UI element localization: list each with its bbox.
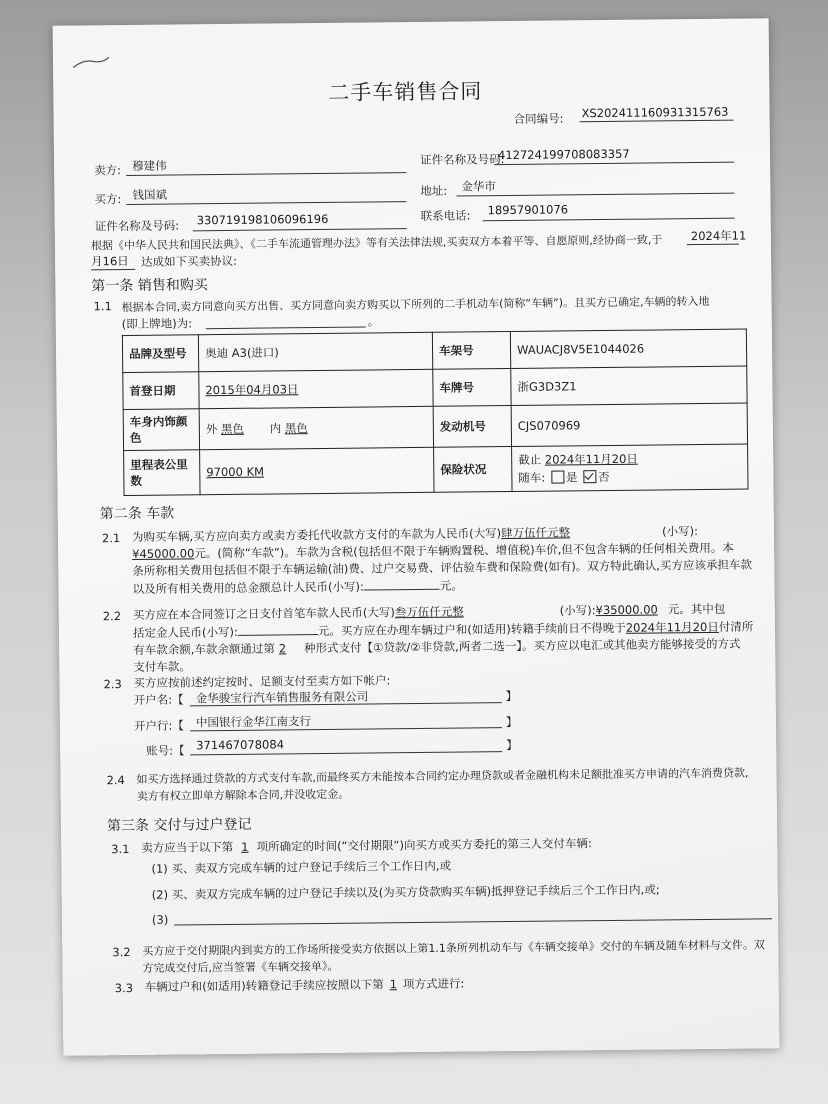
p22-text-a: 买方应在本合同签订之日支付首笔车款人民币(大写) bbox=[132, 605, 395, 622]
seller-id: 412724199708083357 bbox=[497, 146, 630, 163]
acct-no: 371467078084 bbox=[196, 737, 285, 753]
p32-text-b: 方完成交付后,应当签署《车辆交接单》。 bbox=[142, 959, 339, 975]
p21-amount: ¥45000.00 bbox=[132, 546, 195, 561]
p21-text-a: 为购买车辆,买方应向卖方或卖方委托代收款方支付的车款为人民币(大写) bbox=[131, 526, 502, 544]
brand-value: 奥迪 A3(进口) bbox=[198, 332, 432, 371]
p33-option: 1 bbox=[389, 977, 398, 992]
plate-label: 车牌号 bbox=[433, 368, 511, 406]
seller-label: 卖方: bbox=[94, 163, 122, 178]
p21-amount-cn: 肆万伍仟元整 bbox=[501, 525, 571, 541]
p22-text-i: 支付车款。 bbox=[133, 659, 191, 674]
engine-value: CJS070969 bbox=[511, 403, 747, 446]
buyer-id: 330719198106096196 bbox=[196, 211, 329, 228]
insurance-label: 保险状况 bbox=[434, 446, 512, 492]
section2-heading: 第二条 车款 bbox=[99, 505, 175, 523]
acct-name-label: 开户名:【 bbox=[133, 692, 184, 707]
p24-num: 2.4 bbox=[106, 773, 125, 788]
vehicle-table bbox=[122, 329, 749, 497]
p22-text-h: 种形式支付【①贷款/②非贷款,两者二选一】。买方应以电汇或其他卖方能够接受的方式 bbox=[304, 636, 741, 656]
p22-num: 2.2 bbox=[102, 609, 122, 624]
buyer-id-line bbox=[193, 228, 407, 231]
phone: 18957901076 bbox=[487, 202, 569, 218]
color-cell bbox=[199, 406, 433, 449]
p22-option: 2 bbox=[278, 641, 287, 656]
acct-name: 金华骏宝行汽车销售服务有限公司 bbox=[195, 689, 369, 706]
yes-label: 是 bbox=[565, 470, 578, 485]
table-row bbox=[124, 444, 748, 496]
p33-text-b: 项方式进行: bbox=[402, 976, 465, 992]
p22-text-d: 括定金人民币(小写): bbox=[132, 624, 238, 640]
p21-text-d: 条所称相关费用包括但不限于车辆运输(油)费、过户交易费、评估验车费和保险费(如有)。双方特此确认,买方应该承担车款 bbox=[132, 557, 752, 578]
section3-heading: 第三条 交付与过户登记 bbox=[106, 816, 252, 835]
no-checkbox[interactable] bbox=[583, 470, 596, 483]
insurance-until-value: 2024年11月20日 bbox=[544, 451, 638, 467]
seller-id-label: 证件名称及号码: bbox=[419, 152, 505, 167]
preamble-date-line-2 bbox=[91, 269, 135, 270]
preamble-text: 根据《中华人民共和国民法典》、《二手车流通管理办法》等有关法律法规,买卖双方本着平等、自愿原则,经协商一致,于 bbox=[90, 233, 663, 253]
p21-text-e: 以及所有相关费用的总金额总计人民币(小写): bbox=[132, 579, 364, 596]
vin-label: 车架号 bbox=[432, 332, 510, 370]
color-in-label: 内 bbox=[269, 421, 282, 436]
p22-amount: ¥35000.00 bbox=[595, 602, 658, 618]
p21-num: 2.1 bbox=[101, 531, 121, 546]
reg-date-label: 首登日期 bbox=[123, 372, 199, 410]
color-label: 车身内饰颜色 bbox=[123, 409, 199, 451]
preamble-date-1: 2024年11 bbox=[690, 228, 747, 244]
p31-opt3: (3) bbox=[151, 912, 169, 927]
p22-paragraph bbox=[133, 600, 774, 676]
acct-no-label: 账号:【 bbox=[146, 743, 185, 758]
mileage-cell bbox=[200, 447, 434, 494]
plate-value: 浙G3D3Z1 bbox=[511, 366, 747, 405]
reg-date-cell bbox=[199, 369, 433, 408]
preamble-date-line-1 bbox=[687, 244, 739, 246]
p24-text-a: 如买方选择通过贷款的方式支付车款,而最终买方未能按本合同约定办理贷款或者金融机构未足额批准买方申请的汽车消费贷款, bbox=[136, 766, 749, 786]
reg-date-value: 2015年04月03日 bbox=[205, 382, 299, 398]
acct-name-close: 】 bbox=[505, 688, 518, 704]
buyer-line bbox=[126, 201, 406, 205]
buyer-id-label: 证件名称及号码: bbox=[94, 218, 180, 234]
buyer-name: 钱国斌 bbox=[132, 187, 167, 202]
address-line bbox=[456, 193, 734, 197]
section1-text: 根据本合同,卖方同意向买方出售、买方同意向卖方购买以下所列的二手机动车(简称“车辆”)。且买方已确定,车辆的转入地 bbox=[121, 294, 710, 315]
p21-text-c: 元。(简称“车款”)。车款为含税(包括但不限于车辆购置税、增值税)车价,但不包含车辆的任何相关费用。本 bbox=[194, 540, 734, 561]
section1-text-2: (即上牌地)为: bbox=[121, 316, 193, 332]
contract-no: XS202411160931315763 bbox=[581, 104, 729, 121]
p22-amount-cn: 叁万伍仟元整 bbox=[394, 604, 464, 620]
yes-checkbox[interactable] bbox=[551, 470, 564, 483]
p21-total-blank bbox=[364, 577, 440, 591]
p24-paragraph bbox=[136, 764, 776, 805]
p22-text-g: 有车款余额,车款余额通过第 bbox=[133, 641, 275, 657]
p22-text-c: 元。其中包 bbox=[667, 601, 726, 617]
contract-title: 二手车销售合同 bbox=[328, 79, 483, 105]
p32-text-a: 买方应于交付期限内到卖方的工作场所接受卖方依据以上第1.1条所列机动车与《车辆交接单》交付的车辆及随车材料与文件。双 bbox=[142, 938, 765, 958]
address-label: 地址: bbox=[420, 183, 448, 198]
preamble-text-2: 达成如下买卖协议: bbox=[141, 253, 238, 269]
p31-text-b: 项所确定的时间(“交付期限”)向买方或买方委托的第三人交付车辆: bbox=[256, 836, 592, 854]
contract-page bbox=[53, 18, 780, 1055]
mileage-value: 97000 KM bbox=[206, 464, 265, 480]
p21-text-b: (小写): bbox=[662, 524, 699, 539]
p33-text-a: 车辆过户和(如适用)转籍登记手续应按照以下第 bbox=[144, 977, 384, 994]
address: 金华市 bbox=[461, 179, 496, 194]
p22-date: 2024年11月20日 bbox=[625, 619, 719, 635]
bank-label: 开户行:【 bbox=[133, 718, 184, 733]
phone-line bbox=[483, 218, 735, 222]
p31-paragraph bbox=[141, 833, 761, 856]
p23-text-a: 买方应按前述约定按时、足额支付至卖方如下帐户: bbox=[133, 673, 391, 690]
contract-no-label: 合同编号: bbox=[513, 111, 564, 126]
brand-label: 品牌及型号 bbox=[122, 335, 198, 373]
p21-text-f: 元。 bbox=[439, 578, 463, 593]
color-in-value: 黑色 bbox=[284, 421, 308, 436]
p31-num: 3.1 bbox=[111, 842, 130, 857]
phone-label: 联系电话: bbox=[420, 208, 471, 223]
preamble-date-2: 月16日 bbox=[91, 253, 129, 269]
color-out-value: 黑色 bbox=[220, 421, 245, 437]
with-car-label: 随车: bbox=[518, 470, 546, 485]
section1-text-2-end: 。 bbox=[367, 314, 380, 329]
p32-paragraph bbox=[142, 936, 782, 977]
p21-paragraph bbox=[132, 522, 773, 598]
p31-option: 1 bbox=[241, 839, 249, 854]
engine-label: 发动机号 bbox=[433, 405, 511, 447]
p31-opt2: (2) 买、卖双方完成车辆的过户登记手续以及(为买方贷款购买车辆)抵押登记手续后三个工作日内,或; bbox=[151, 882, 660, 902]
acct-no-close: 】 bbox=[506, 737, 518, 753]
bank: 中国银行金华江南支行 bbox=[195, 714, 311, 730]
p23-num: 2.3 bbox=[103, 677, 122, 692]
seller-id-line bbox=[494, 162, 734, 166]
p22-text-b: (小写): bbox=[559, 603, 596, 618]
buyer-label: 买方: bbox=[94, 192, 122, 207]
p22-text-e: 元。买方应在办理车辆过户和(如适用)转籍手续前日不得晚于 bbox=[317, 620, 626, 639]
section1-num: 1.1 bbox=[93, 299, 112, 314]
seller-name: 穆建伟 bbox=[132, 158, 167, 173]
pen-mark-icon bbox=[71, 55, 111, 71]
section1-heading: 第一条 销售和购买 bbox=[91, 277, 208, 295]
color-out-label: 外 bbox=[205, 422, 218, 437]
p32-num: 3.2 bbox=[112, 945, 131, 960]
insurance-until-label: 截止 bbox=[518, 452, 542, 467]
p33-num: 3.3 bbox=[114, 980, 134, 996]
bank-close: 】 bbox=[505, 714, 518, 730]
vin-value: WAUACJ8V5E1044026 bbox=[510, 329, 746, 368]
p31-opt3-line bbox=[174, 918, 772, 925]
p31-text-a: 卖方应当于以下第 bbox=[141, 839, 234, 855]
p31-opt1: (1) 买、卖双方完成车辆的过户登记手续后三个工作日内,或 bbox=[151, 858, 452, 876]
table-row bbox=[123, 403, 747, 451]
insurance-cell bbox=[512, 444, 748, 491]
mileage-label: 里程表公里数 bbox=[124, 450, 200, 496]
p22-text-f: 付清所 bbox=[718, 619, 754, 634]
no-label: 否 bbox=[597, 469, 610, 485]
seller-line bbox=[126, 172, 406, 176]
p22-deposit-blank bbox=[238, 622, 318, 636]
p24-text-b: 卖方有权立即单方解除本合同,并没收定金。 bbox=[136, 787, 350, 803]
contract-no-line bbox=[580, 120, 734, 123]
transfer-place-line bbox=[206, 327, 366, 330]
